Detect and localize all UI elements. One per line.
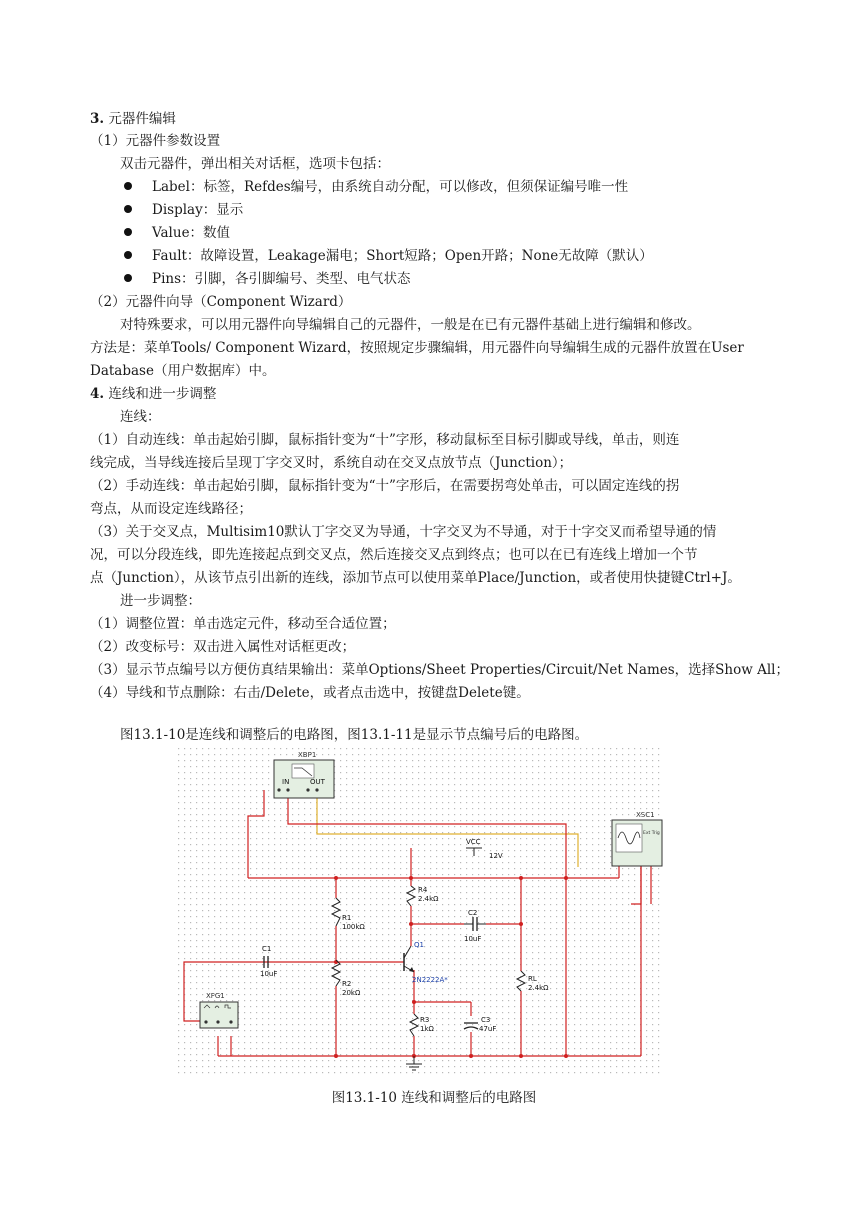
circuit-figure (176, 746, 664, 1078)
wiring-paragraph-line: 况，可以分段连线，即先连接起点到交叉点，然后连接交叉点到终点；也可以在已有连线上增加一个节 (90, 547, 698, 563)
wiring-paragraph-line: 线完成，当导线连接后呈现丁字交叉时，系统自动在交叉点放节点（Junction）； (90, 455, 573, 471)
bullet-item-label (124, 176, 824, 198)
wizard-paragraph-line: Database（用户数据库）中。 (90, 363, 276, 379)
section-4-number: 4. (90, 386, 105, 402)
bullet-dot-icon (124, 251, 132, 259)
bullet-item-display (124, 199, 824, 221)
bullet-text: Label：标签，Refdes编号，由系统自动分配，可以修改，但须保证编号唯一性 (152, 179, 629, 195)
r2-value: 20kΩ (342, 989, 361, 997)
xfg1-label: XFG1 (206, 992, 225, 1000)
c3-label: C3 (481, 1016, 491, 1024)
rl-label: RL (528, 975, 537, 983)
vcc-label: VCC (466, 838, 481, 846)
c1-label: C1 (262, 945, 272, 953)
r1-value: 100kΩ (342, 923, 365, 931)
xbp1-in-label: IN (282, 778, 290, 786)
xsc1-ext-trig-label: Ext Trig (643, 831, 660, 836)
adjust-item: （3）显示节点编号以方便仿真结果输出：菜单Options/Sheet Properties/Circuit/Net Names，选择Show All； (90, 662, 789, 678)
wizard-paragraph-line: 方法是：菜单Tools/ Component Wizard，按照规定步骤编辑，用元器件向导编辑生成的元器件放置在User (90, 340, 744, 356)
subsection-1-heading: （1）元器件参数设置 (90, 133, 221, 149)
r1-label: R1 (342, 914, 352, 922)
xbp1-label: XBP1 (298, 751, 317, 759)
r4-label: R4 (418, 886, 428, 894)
section-3-number: 3. (90, 111, 105, 127)
rl-value: 2.4kΩ (528, 984, 549, 992)
c2-value: 10uF (464, 935, 482, 943)
r2-label: R2 (342, 980, 352, 988)
bullet-dot-icon (124, 182, 132, 190)
vcc-value: 12V (489, 852, 503, 860)
wiring-label: 连线： (120, 409, 161, 425)
section-3-heading (90, 108, 790, 130)
bullet-text: Value：数值 (152, 225, 231, 241)
wiring-paragraph-line: 弯点，从而设定连线路径； (90, 501, 252, 517)
r4-value: 2.4kΩ (418, 895, 439, 903)
xsc1-label: XSC1 (636, 811, 655, 819)
section-3-title: 元器件编辑 (108, 111, 176, 127)
q1-label: Q1 (414, 941, 424, 949)
bullet-dot-icon (124, 205, 132, 213)
figure-caption: 图13.1-10 连线和调整后的电路图 (331, 1090, 537, 1106)
wizard-paragraph-line: 对特殊要求，可以用元器件向导编辑自己的元器件，一般是在已有元器件基础上进行编辑和修改。 (120, 317, 701, 333)
adjust-label: 进一步调整： (120, 593, 201, 609)
c2-label: C2 (468, 909, 478, 917)
section-4-heading (90, 383, 790, 405)
c3-value: 47uF (479, 1025, 497, 1033)
bullet-item-fault (124, 245, 824, 267)
q1-model: 2N2222A* (412, 976, 448, 984)
bullet-text: Display：显示 (152, 202, 244, 218)
c1-value: 10uF (260, 970, 278, 978)
bullet-text: Pins：引脚，各引脚编号、类型、电气状态 (152, 271, 411, 287)
figure-intro: 图13.1-10是连线和调整后的电路图，图13.1-11是显示节点编号后的电路图。 (120, 727, 589, 743)
xbp1-out-label: OUT (310, 778, 325, 786)
r3-value: 1kΩ (420, 1025, 434, 1033)
wiring-paragraph-line: 点（Junction），从该节点引出新的连线，添加节点可以使用菜单Place/Junction，或者使用快捷键Ctrl+J。 (90, 570, 741, 586)
wiring-paragraph-line: （1）自动连线：单击起始引脚，鼠标指针变为“十”字形，移动鼠标至目标引脚或导线，单击，则连 (90, 432, 680, 448)
bullet-item-value (124, 222, 824, 244)
adjust-item: （2）改变标号：双击进入属性对话框更改； (90, 639, 356, 655)
subsection-1-intro: 双击元器件，弹出相关对话框，选项卡包括： (120, 156, 390, 172)
wiring-paragraph-line: （2）手动连线：单击起始引脚，鼠标指针变为“十”字形后，在需要拐弯处单击，可以固定连线的拐 (90, 478, 680, 494)
subsection-2-heading: （2）元器件向导（Component Wizard） (90, 294, 352, 310)
section-4-title: 连线和进一步调整 (108, 386, 217, 402)
bullet-item-pins (124, 268, 824, 290)
wiring-paragraph-line: （3）关于交叉点，Multisim10默认丁字交叉为导通，十字交叉为不导通，对于十字交叉而希望导通的情 (90, 524, 717, 540)
adjust-item: （4）导线和节点删除：右击/Delete，或者点击选中，按键盘Delete键。 (90, 685, 530, 701)
r3-label: R3 (420, 1016, 430, 1024)
adjust-item: （1）调整位置：单击选定元件，移动至合适位置； (90, 616, 396, 632)
bullet-dot-icon (124, 274, 132, 282)
bullet-dot-icon (124, 228, 132, 236)
bullet-text: Fault：故障设置，Leakage漏电；Short短路；Open开路；None无故障（默认） (152, 248, 653, 264)
circuit-schematic (176, 746, 664, 1078)
